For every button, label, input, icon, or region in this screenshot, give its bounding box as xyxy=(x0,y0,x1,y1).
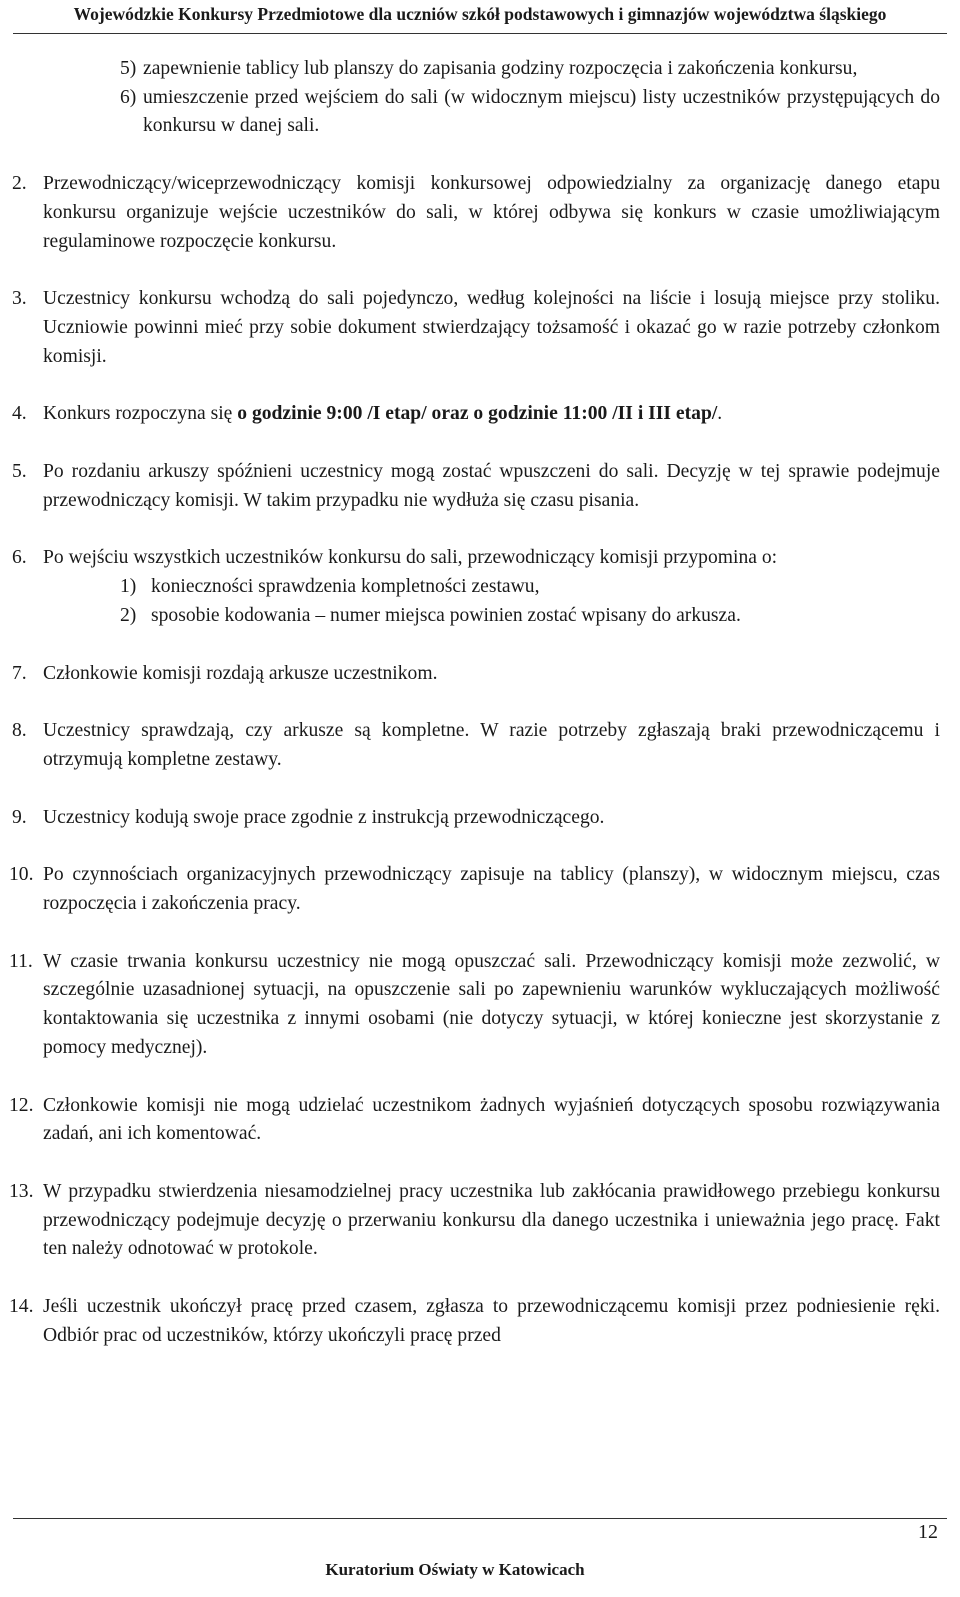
item-8 xyxy=(12,717,940,774)
continued-list-item-5 xyxy=(12,55,940,84)
item-text: Po wejściu wszystkich uczestników konkursu do sali, przewodniczący komisji przypomina o: xyxy=(43,547,778,569)
sub-item-2 xyxy=(12,602,940,631)
item-number: 9. xyxy=(12,806,27,828)
list-number: 6) xyxy=(120,86,137,108)
item-text: Członkowie komisji rozdają arkusze uczestnikom. xyxy=(43,662,438,684)
item-text: Członkowie komisji nie mogą udzielać uczestnikom żadnych wyjaśnień dotyczących sposobu rozwiązywania zadań, ani ich komentować. xyxy=(43,1094,940,1145)
list-item-text: zapewnienie tablicy lub planszy do zapisania godziny rozpoczęcia i zakończenia konkursu, xyxy=(143,58,858,79)
item-number: 2. xyxy=(12,173,27,195)
item-text: Jeśli uczestnik ukończył pracę przed czasem, zgłasza to przewodniczącemu komisji przez podniesienie ręki. Odbiór prac od uczestników, którzy ukończyli pracę przed xyxy=(43,1296,940,1346)
item-number: 5. xyxy=(12,461,27,483)
item-10 xyxy=(9,861,940,918)
item-text: Uczestnicy sprawdzają, czy arkusze są kompletne. W razie potrzeby zgłaszają braki przewodniczącemu i otrzymują kompletne zestawy. xyxy=(43,720,940,770)
footer-divider xyxy=(13,1518,947,1519)
item-12 xyxy=(9,1092,940,1149)
item-number: 10. xyxy=(9,864,34,886)
page-footer: Kuratorium Oświaty w Katowicach xyxy=(325,1560,585,1579)
list-number: 5) xyxy=(120,58,137,79)
page-number: 12 xyxy=(918,1521,938,1543)
item-text: Przewodniczący/wiceprzewodniczący komisji konkursowej odpowiedzialny za organizację danego etapu konkursu organizuje wejście uczestników do sali, w której odbywa się konkurs w czasie umożliwiającym regulaminowe rozpoczęcie konkursu. xyxy=(43,173,940,252)
header-divider xyxy=(13,33,947,34)
item-9 xyxy=(12,804,940,833)
item-11 xyxy=(9,948,940,1063)
item-text-bold: o godzinie 9:00 /I etap/ oraz o godzinie 11:00 /II i III etap/ xyxy=(237,403,718,425)
item-number: 7. xyxy=(12,662,27,684)
item-14 xyxy=(9,1293,940,1350)
item-number: 6. xyxy=(12,547,27,569)
item-text: Uczestnicy konkursu wchodzą do sali pojedynczo, według kolejności na liście i losują miejsce przy stoliku. Uczniowie powinni mieć przy sobie dokument stwierdzający tożsamość i okazać go w razie potrzeby członkom komisji. xyxy=(43,288,940,367)
list-item-text: umieszczenie przed wejściem do sali (w widocznym miejscu) listy uczestników przystępujących do konkursu w danej sali. xyxy=(143,86,940,137)
item-4 xyxy=(12,400,940,429)
list-number: 2) xyxy=(120,604,137,626)
item-2 xyxy=(12,170,940,256)
item-text: W czasie trwania konkursu uczestnicy nie mogą opuszczać sali. Przewodniczący komisji może zezwolić, w szczególnie uzasadnionej sytuacji, na opuszczenie sali po zapewnieniu warunków wykluczających możliwość kontaktowania się uczestnika z innymi osobami (nie dotyczy sytuacji, w której konieczne jest skorzystanie z pomocy medycznej). xyxy=(43,950,940,1058)
page-header: Wojewódzkie Konkursy Przedmiotowe dla uczniów szkół podstawowych i gimnazjów województwa śląskiego xyxy=(73,4,887,24)
list-item-text: sposobie kodowania – numer miejsca powinien zostać wpisany do arkusza. xyxy=(151,604,741,626)
item-number: 11. xyxy=(9,950,33,972)
continued-list-item-6 xyxy=(12,84,940,141)
item-13 xyxy=(9,1178,940,1264)
item-text: Po rozdaniu arkuszy spóźnieni uczestnicy mogą zostać wpuszczeni do sali. Decyzję w tej sprawie podejmuje przewodniczący komisji. W takim przypadku nie wydłuża się czasu pisania. xyxy=(43,461,940,511)
item-number: 8. xyxy=(12,720,27,742)
item-text-end: . xyxy=(717,403,723,425)
item-number: 12. xyxy=(9,1094,34,1116)
item-text: Uczestnicy kodują swoje prace zgodnie z instrukcją przewodniczącego. xyxy=(43,806,605,828)
item-3 xyxy=(12,285,940,371)
item-number: 3. xyxy=(12,288,27,310)
item-number: 4. xyxy=(12,403,27,425)
item-7 xyxy=(12,660,940,689)
list-number: 1) xyxy=(120,576,137,598)
list-item-text: konieczności sprawdzenia kompletności zestawu, xyxy=(151,576,540,598)
item-number: 13. xyxy=(9,1180,34,1202)
item-number: 14. xyxy=(9,1296,34,1318)
item-6 xyxy=(12,544,940,573)
sub-item-1 xyxy=(12,573,940,602)
item-text: Po czynnościach organizacyjnych przewodniczący zapisuje na tablicy (planszy), w widocznym miejscu, czas rozpoczęcia i zakończenia pracy. xyxy=(43,864,940,915)
document-body xyxy=(9,55,940,1351)
item-5 xyxy=(12,458,940,515)
item-text: Konkurs rozpoczyna się xyxy=(43,403,238,425)
item-text: W przypadku stwierdzenia niesamodzielnej pracy uczestnika lub zakłócania prawidłowego przebiegu konkursu przewodniczący podejmuje decyzję o przerwaniu konkursu dla danego uczestnika i unieważnia jego pracę. Fakt ten należy odnotować w protokole. xyxy=(43,1180,940,1260)
